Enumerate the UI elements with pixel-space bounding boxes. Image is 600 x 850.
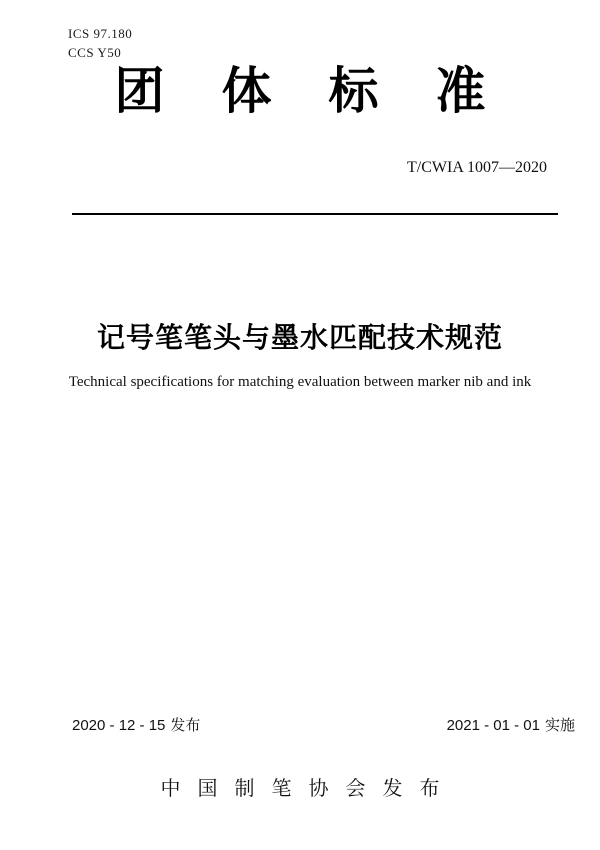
implementation-date: 2021 - 01 - 01 (446, 717, 540, 734)
header-divider-line (72, 213, 558, 215)
dates-row (72, 714, 575, 735)
implementation-date-line (447, 714, 575, 735)
document-title-chinese: 记号笔笔头与墨水匹配技术规范 (96, 322, 503, 353)
document-title-english: Technical specifications for matching evaluation between marker nib and ink (68, 374, 532, 390)
classification-codes (68, 24, 132, 62)
standard-number: T/CWIA 1007—2020 (407, 159, 547, 176)
standard-type-title: 团体标准 (114, 63, 543, 119)
ccs-code: CCS Y50 (68, 45, 122, 60)
issue-date-line (72, 714, 200, 735)
issue-date: 2020 - 12 - 15 (72, 717, 166, 734)
ics-code: ICS 97.180 (68, 26, 133, 41)
implementation-label: 实施 (544, 717, 575, 734)
publisher-line: 中国制笔协会发布 (160, 778, 457, 800)
issue-label: 发布 (170, 717, 201, 734)
